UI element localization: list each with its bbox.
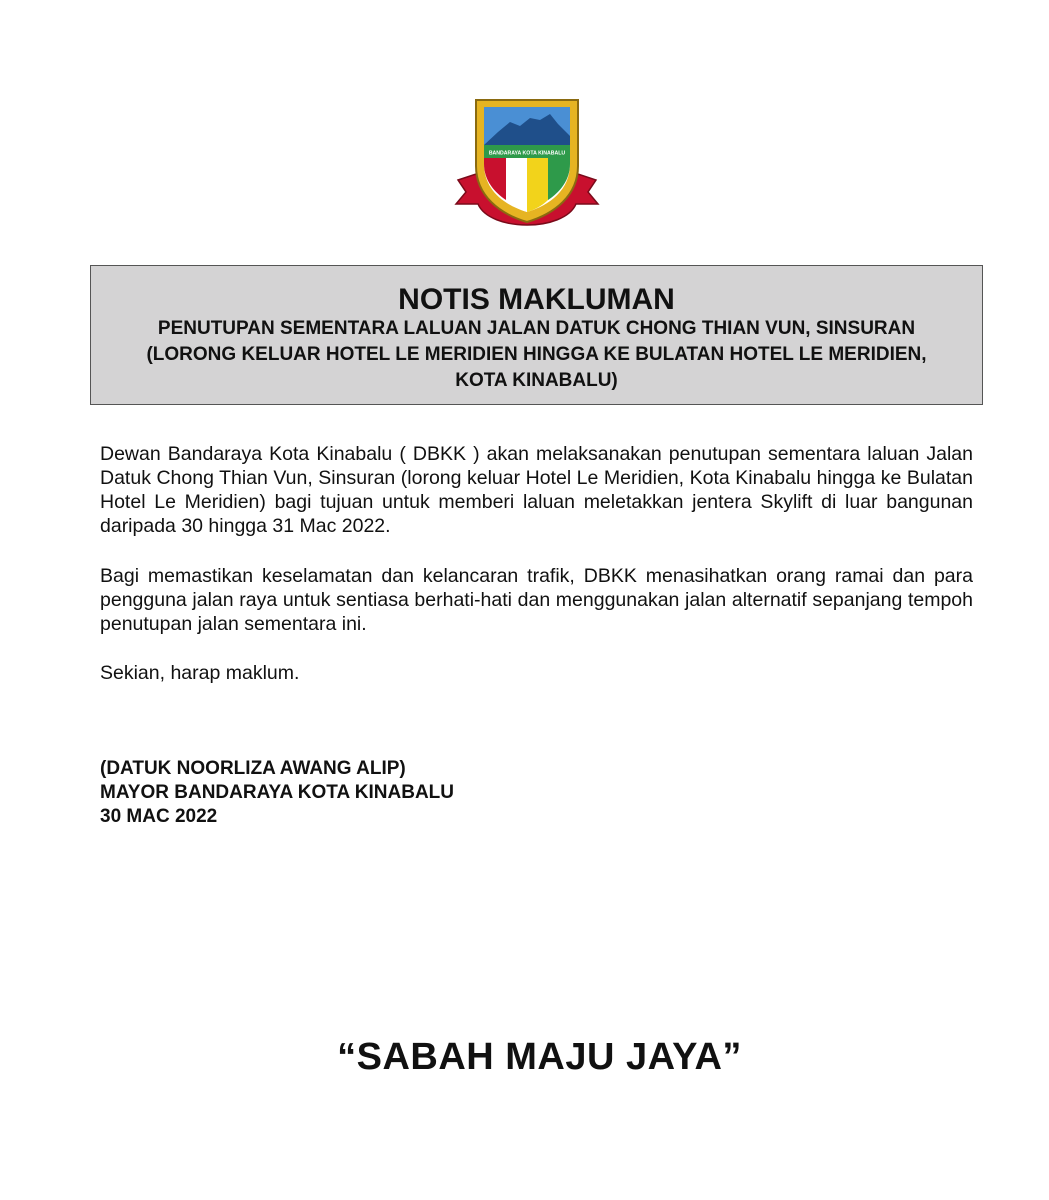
signature-date: 30 MAC 2022 <box>100 806 218 827</box>
notice-title-box <box>90 265 983 405</box>
signatory-position: MAYOR BANDARAYA KOTA KINABALU <box>100 782 454 803</box>
body-paragraph-2: Bagi memastikan keselamatan dan kelancaran trafik, DBKK menasihatkan orang ramai dan para pengguna jalan raya untuk sentiasa berhati-hati dan menggunakan jalan alternatif sepanjang tempoh penutupan jalan sementara ini. <box>100 565 973 635</box>
notice-subtitle-line1: PENUTUPAN SEMENTARA LALUAN JALAN DATUK CHONG THIAN VUN, SINSURAN <box>157 318 916 339</box>
signature-block <box>100 757 454 829</box>
crest-band-text: BANDARAYA KOTA KINABALU <box>488 150 566 157</box>
notice-title: NOTIS MAKLUMAN <box>398 283 675 316</box>
notice-subtitle-line3: KOTA KINABALU) <box>455 370 618 391</box>
city-crest-logo <box>454 96 600 242</box>
signatory-name: (DATUK NOORLIZA AWANG ALIP) <box>100 758 406 779</box>
notice-subtitle-line2: (LORONG KELUAR HOTEL LE MERIDIEN HINGGA KE BULATAN HOTEL LE MERIDIEN, <box>146 344 927 365</box>
motto: “SABAH MAJU JAYA” <box>337 1036 742 1078</box>
closing-line: Sekian, harap maklum. <box>100 662 300 684</box>
body-paragraph-1: Dewan Bandaraya Kota Kinabalu ( DBKK ) akan melaksanakan penutupan sementara laluan Jalan Datuk Chong Thian Vun, Sinsuran (lorong keluar Hotel Le Meridien, Kota Kinabalu hingga ke Bulatan Hotel Le Meridien) bagi tujuan untuk memberi laluan meletakkan jentera Skylift di luar bangunan daripada 30 hingga 31 Mac 2022. <box>100 443 973 537</box>
